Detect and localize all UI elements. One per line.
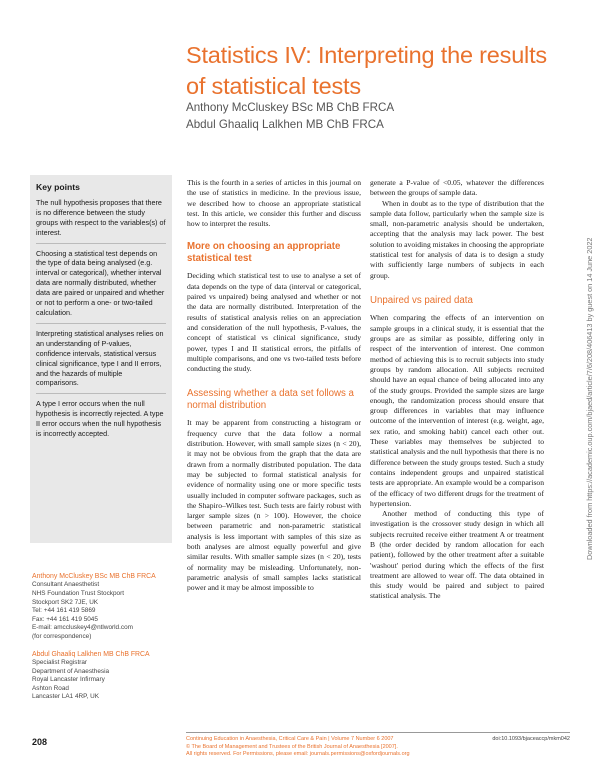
author-2: Abdul Ghaaliq Lalkhen MB ChB FRCA (186, 118, 384, 131)
key-point: Choosing a statistical test depends on the type of data being analysed (e.g. interval or categorical), whether interval data are normally distributed, whether data are paired or unpaired and whether or not to perform a one- or two-tailed calculation. (36, 249, 166, 324)
author-affiliations (32, 572, 174, 710)
affiliation-line: Fax: +44 161 419 5045 (32, 615, 98, 623)
intro-paragraph: This is the fourth in a series of articles in this journal on the use of statistics in medicine. In the previous issue, we described how to choose an appropriate statistical test. In this article, we consider this further and discuss how to interpret the results. (187, 178, 361, 229)
page-title: Statistics IV: Interpreting the results of statistical tests (186, 42, 547, 99)
key-point: The null hypothesis proposes that there is no difference between the study groups with respect to the variables(s) of interest. (36, 198, 166, 244)
key-points-heading: Key points (36, 182, 80, 192)
download-notice: Downloaded from https://academic.oup.com/bjaed/article/7/6/208/406413 by guest on 14 June 2022 (585, 237, 594, 560)
footer-divider (186, 732, 570, 733)
affiliation-line: Stockport SK2 7JE, UK (32, 598, 99, 606)
body-column-left (187, 178, 361, 594)
body-paragraph: When comparing the effects of an intervention on sample groups in a clinical study, it is essential that the groups are as similar as possible, differing only in respect of the intervention of interest. One common method of achieving this is to recruit subjects into study groups by random allocation. All subjects recruited should have an equal chance of being allocated into any of the study groups. Provided the sample sizes are large enough, the randomization process should ensure that group differences in variables that may influence outcome of the intervention of interest (e.g. weight, age, sex ratio, and smoking habit) cancel each other out. These variables may themselves be subjected to statistical analysis and the null hypothesis that there is no difference between the study groups tested. Such a study contains independent groups and unpaired statistical tests are appropriate. An example would be a comparison of the efficacy of two different drugs for the treatment of hypertension. (370, 313, 544, 508)
body-paragraph: It may be apparent from constructing a histogram or frequency curve that the data follow a normal distribution. However, with small sample sizes (n < 20), it may not be obvious from the graph that the data are drawn from a normally distributed population. The data may be subjected to formal statistical analysis for evidence of normality using one or more specific tests usually included in computer software packages, such as the Shapiro–Wilkes test. Such tests are fairly robust with larger sample sizes (n > 100). However, the choice between parametric and non-parametric statistical analysis is less important with samples of this size as both analyses are almost equally powerful and give similar results. With smaller sample sizes (n < 20), tests of normality may be misleading. Unfortunately, non-parametric analysis of small samples lacks statistical power and it may be almost impossible to (187, 418, 361, 593)
key-point: Interpreting statistical analyses relies on an understanding of P-values, confidence intervals, statistical versus clinical significance, type I and II errors, and the hazards of multiple comparisons. (36, 329, 166, 394)
affiliation-line: (for correspondence) (32, 632, 92, 640)
affiliation-line: Royal Lancaster Infirmary (32, 676, 105, 684)
key-points-box (30, 175, 172, 543)
affiliation-email[interactable]: E-mail: amccluskey4@ntlworld.com (32, 624, 133, 632)
body-column-right (370, 178, 544, 602)
affiliation-line: NHS Foundation Trust Stockport (32, 590, 124, 597)
body-paragraph: Another method of conducting this type of investigation is the crossover study design in which all subjects recruited receive either treatment A or treatment B (the order decided by random allocation for each patient), followed by the other treatment after a suitable 'washout' period during which the effects of the first treatment are allowed to wear off. The data obtained in this study would be paired and subject to paired statistical analysis. The (370, 509, 544, 601)
affiliation-line: Tel: +44 161 419 5869 (32, 607, 96, 615)
section-heading: Assessing whether a data set follows a normal distribution (187, 388, 354, 411)
affiliation-line: Lancaster LA1 4RP, UK (32, 693, 100, 701)
section-heading: More on choosing an appropriate statistical test (187, 241, 341, 264)
key-point: A type I error occurs when the null hypothesis is incorrectly rejected. A type II error occurs when the null hypothesis is incorrectly accepted. (36, 399, 164, 439)
rights-line: All rights reserved. For Permissions, please email: journals.permissions@oxfordjournals.org (186, 751, 410, 758)
body-paragraph: When in doubt as to the type of distribution that the sample data follow, particularly when the sample size is small, non-parametric analysis should be undertaken, accepting that the analysis may lack power. The best solution to avoiding mistakes in choosing the appropriate statistical test for analysis of data is to design a study with sufficiently large numbers of subjects in each group. (370, 198, 544, 280)
affiliation-block (32, 572, 174, 642)
affiliation-line: Department of Anaesthesia (32, 667, 110, 675)
body-paragraph: Deciding which statistical test to use to analyse a set of data depends on the type of data (interval or categorical, paired vs unpaired) being analysed and whether or not the data are normally distributed. Interpretation of the results of statistical analysis relies on an appreciation and consideration of the null hypothesis, P-values, the concept of statistical vs clinical significance, study power, types I and II statistical errors, the pitfalls of multiple comparisons, and one vs two-tailed tests before conducting the study. (187, 271, 361, 374)
body-paragraph: generate a P-value of <0.05, whatever the differences between the groups of sample data. (370, 178, 544, 198)
section-heading: Unpaired vs paired data (370, 294, 473, 306)
affiliation-name: Abdul Ghaaliq Lalkhen MB ChB FRCA (32, 650, 150, 658)
affiliation-name: Anthony McCluskey BSc MB ChB FRCA (32, 573, 156, 580)
copyright-line: © The Board of Management and Trustees of the British Journal of Anaesthesia [2007]. (186, 743, 398, 750)
page-number: 208 (32, 737, 48, 747)
doi[interactable]: doi:10.1093/bjaceaccp/mkm042 (492, 736, 570, 742)
affiliation-line: Consultant Anaesthetist (32, 581, 100, 589)
affiliation-line: Ashton Road (32, 684, 69, 692)
author-1: Anthony McCluskey BSc MB ChB FRCA (186, 101, 395, 114)
footer (186, 736, 570, 759)
journal-line: Continuing Education in Anaesthesia, Critical Care & Pain | Volume 7 Number 6 2007 (186, 736, 394, 742)
affiliation-line: Specialist Registrar (32, 658, 88, 666)
affiliation-block (32, 650, 174, 702)
